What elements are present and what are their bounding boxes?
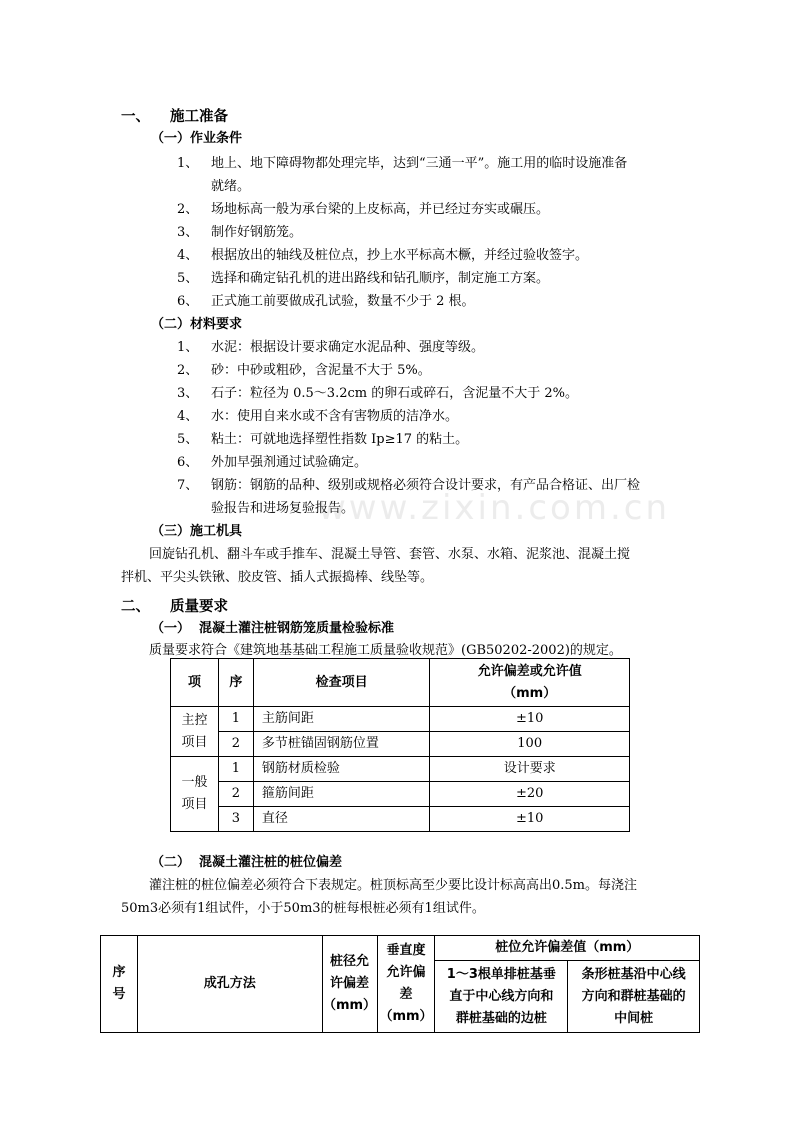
- list-item-text: 钢筋：钢筋的品种、级别或规格必须符合设计要求，有产品合格证、出厂检: [211, 478, 641, 493]
- cell-tolerance: ±10: [430, 807, 630, 832]
- list-item: [177, 428, 468, 447]
- subsection-number: （二）: [151, 855, 191, 870]
- subsection-title: 混凝土灌注桩的桩位偏差: [199, 855, 343, 870]
- group-main-control: [171, 707, 219, 757]
- header-verticality-tolerance: [377, 936, 435, 1033]
- header-line: 直于中心线方向和: [449, 988, 554, 1004]
- list-item-number: 3、: [177, 225, 199, 240]
- group-label-line-1: 主控: [181, 712, 208, 728]
- header-middle-piles: [568, 961, 700, 1033]
- list-item-text: 水泥：根据设计要求确定水泥品种、强度等级。: [211, 340, 485, 355]
- list-item-text: 石子：粒径为 0.5～3.2cm 的卵石或碎石，含泥量不大于 2%。: [211, 386, 578, 401]
- list-item-number: 5、: [177, 432, 199, 447]
- header-line: （mm）: [379, 1009, 433, 1024]
- list-item-number: 7、: [177, 478, 199, 493]
- list-item-text: 砂：中砂或粗砂，含泥量不大于 5%。: [211, 363, 431, 378]
- list-item-number: 2、: [177, 363, 199, 378]
- list-item: [177, 359, 431, 378]
- header-seq-line-2: 号: [112, 987, 126, 1002]
- list-item-number: 1、: [177, 156, 199, 171]
- subsection-machinery-title: （三）施工机具: [151, 524, 243, 539]
- cage-inspection-table: [170, 658, 630, 832]
- header-position-tolerance: 桩位允许偏差值（mm）: [435, 936, 700, 961]
- cell-seq: 1: [218, 707, 253, 732]
- list-item: [177, 382, 578, 401]
- group-label-line-1: 一般: [181, 775, 208, 790]
- list-item-text: 正式施工前要做成孔试验，数量不少于 2 根。: [211, 294, 475, 309]
- cell-check-item: 钢筋材质检验: [253, 757, 430, 782]
- section-2-heading: [121, 595, 228, 616]
- list-item: [177, 336, 484, 355]
- table-row: [171, 782, 630, 807]
- cell-tolerance: 100: [430, 732, 630, 757]
- list-item-text: 外加早强剂通过试验确定。: [211, 455, 368, 470]
- list-item-text: 水：使用自来水或不含有害物质的洁净水。: [211, 409, 459, 424]
- cell-seq: 1: [218, 757, 253, 782]
- watermark: www.zixin.com.cn: [318, 488, 670, 528]
- list-item-number: 2、: [177, 202, 199, 217]
- header-tolerance-line-1: 允许偏差或允许值: [477, 663, 582, 679]
- list-item-text: 场地标高一般为承台梁的上皮标高，并已经过夯实或碾压。: [211, 202, 550, 217]
- subsection-number: （一）: [151, 621, 191, 636]
- section-2-number: 二、: [121, 599, 150, 615]
- section-2-title: 质量要求: [170, 599, 228, 615]
- table-header-row: [101, 936, 700, 961]
- header-tolerance-line-2: （mm）: [503, 685, 557, 701]
- group-general: [171, 757, 219, 832]
- header-item: 项: [171, 659, 219, 707]
- header-line: 中间桩: [614, 1010, 654, 1026]
- subsection-pile-deviation-title: [151, 851, 342, 870]
- section-1-number: 一、: [121, 109, 150, 125]
- list-item: [177, 474, 640, 493]
- cell-tolerance: ±20: [430, 782, 630, 807]
- header-line: 许偏差: [330, 976, 370, 991]
- header-edge-piles: [435, 961, 568, 1033]
- list-item: [177, 451, 367, 470]
- subsection-title: 混凝土灌注桩钢筋笼质量检验标准: [199, 621, 395, 636]
- pile-deviation-text-line-2: 50m3必须有1组试件，小于50m3的桩每根桩必须有1组试件。: [121, 901, 485, 916]
- table-row: [171, 807, 630, 832]
- list-item: [177, 198, 549, 217]
- list-item-continuation: 就绪。: [211, 179, 251, 194]
- cell-check-item: 箍筋间距: [253, 782, 430, 807]
- machinery-text-line-2: 拌机、平尖头铁锹、胶皮管、插人式振捣棒、线坠等。: [121, 570, 434, 585]
- header-diameter-tolerance: [322, 936, 377, 1033]
- list-item: [177, 244, 588, 263]
- header-line: （mm）: [322, 998, 377, 1013]
- cell-tolerance: 设计要求: [430, 757, 630, 782]
- list-item-text: 制作好钢筋笼。: [211, 225, 303, 240]
- list-item: [177, 290, 475, 309]
- machinery-text-line-1: 回旋钻孔机、翻斗车或手推车、混凝土导管、套管、水泵、水箱、泥浆池、混凝土搅: [149, 547, 631, 562]
- pile-deviation-text-line-1: 灌注桩的桩位偏差必须符合下表规定。桩顶标高至少要比设计标高高出0.5m。每浇注: [149, 878, 638, 893]
- table-row: [171, 707, 630, 732]
- cell-seq: 2: [218, 782, 253, 807]
- list-item: [177, 221, 302, 240]
- header-line: 差: [399, 987, 413, 1002]
- list-item: [177, 405, 458, 424]
- table-row: [171, 732, 630, 757]
- group-label-line-2: 项目: [181, 797, 208, 812]
- group-label-line-2: 项目: [181, 734, 208, 750]
- cell-tolerance: ±10: [430, 707, 630, 732]
- header-seq-line-1: 序: [112, 965, 126, 980]
- header-line: 条形桩基沿中心线: [581, 966, 686, 982]
- list-item-text: 选择和确定钻孔机的进出路线和钻孔顺序，制定施工方案。: [211, 271, 550, 286]
- cell-check-item: 多节桩锚固钢筋位置: [253, 732, 430, 757]
- subsection-work-conditions-title: （一）作业条件: [151, 131, 243, 146]
- list-item-continuation: 验报告和进场复验报告。: [211, 501, 355, 516]
- list-item: [177, 267, 549, 286]
- cell-check-item: 直径: [253, 807, 430, 832]
- header-line: 垂直度: [386, 943, 426, 958]
- list-item-text: 地上、地下障碍物都处理完毕，达到“三通一平”。施工用的临时设施准备: [211, 156, 628, 171]
- list-item-number: 4、: [177, 248, 199, 263]
- cell-check-item: 主筋间距: [253, 707, 430, 732]
- table-row: [171, 757, 630, 782]
- list-item-text: 粘土：可就地选择塑性指数 Ip≥17 的粘土。: [211, 432, 469, 447]
- list-item: [177, 152, 627, 171]
- list-item-text: 根据放出的轴线及桩位点，抄上水平标高木橛，并经过验收签字。: [211, 248, 589, 263]
- table-header-row: [171, 659, 630, 707]
- header-line: 方向和群桩基础的: [581, 988, 686, 1004]
- header-line: 1～3根单排桩基垂: [446, 966, 556, 982]
- list-item-number: 5、: [177, 271, 199, 286]
- pile-deviation-table: [100, 935, 700, 1033]
- header-check-item: 检查项目: [253, 659, 430, 707]
- subsection-cage-standard-title: [151, 617, 394, 636]
- list-item-number: 4、: [177, 409, 199, 424]
- cell-seq: 3: [218, 807, 253, 832]
- quality-note: 质量要求符合《建筑地基基础工程施工质量验收规范》(GB50202-2002)的规定。: [149, 643, 622, 658]
- header-line: 桩径允: [330, 954, 370, 969]
- header-method: 成孔方法: [137, 936, 322, 1033]
- header-line: 群桩基础的边桩: [455, 1010, 547, 1026]
- header-seq: [101, 936, 138, 1033]
- header-line: 允许偏: [386, 965, 426, 980]
- subsection-materials-title: （二）材料要求: [151, 317, 243, 332]
- section-1-heading: [121, 105, 228, 126]
- cell-seq: 2: [218, 732, 253, 757]
- section-1-title: 施工准备: [170, 109, 228, 125]
- list-item-number: 6、: [177, 294, 199, 309]
- header-tolerance: [430, 659, 630, 707]
- list-item-number: 6、: [177, 455, 199, 470]
- list-item-number: 1、: [177, 340, 199, 355]
- header-seq: 序: [218, 659, 253, 707]
- list-item-number: 3、: [177, 386, 199, 401]
